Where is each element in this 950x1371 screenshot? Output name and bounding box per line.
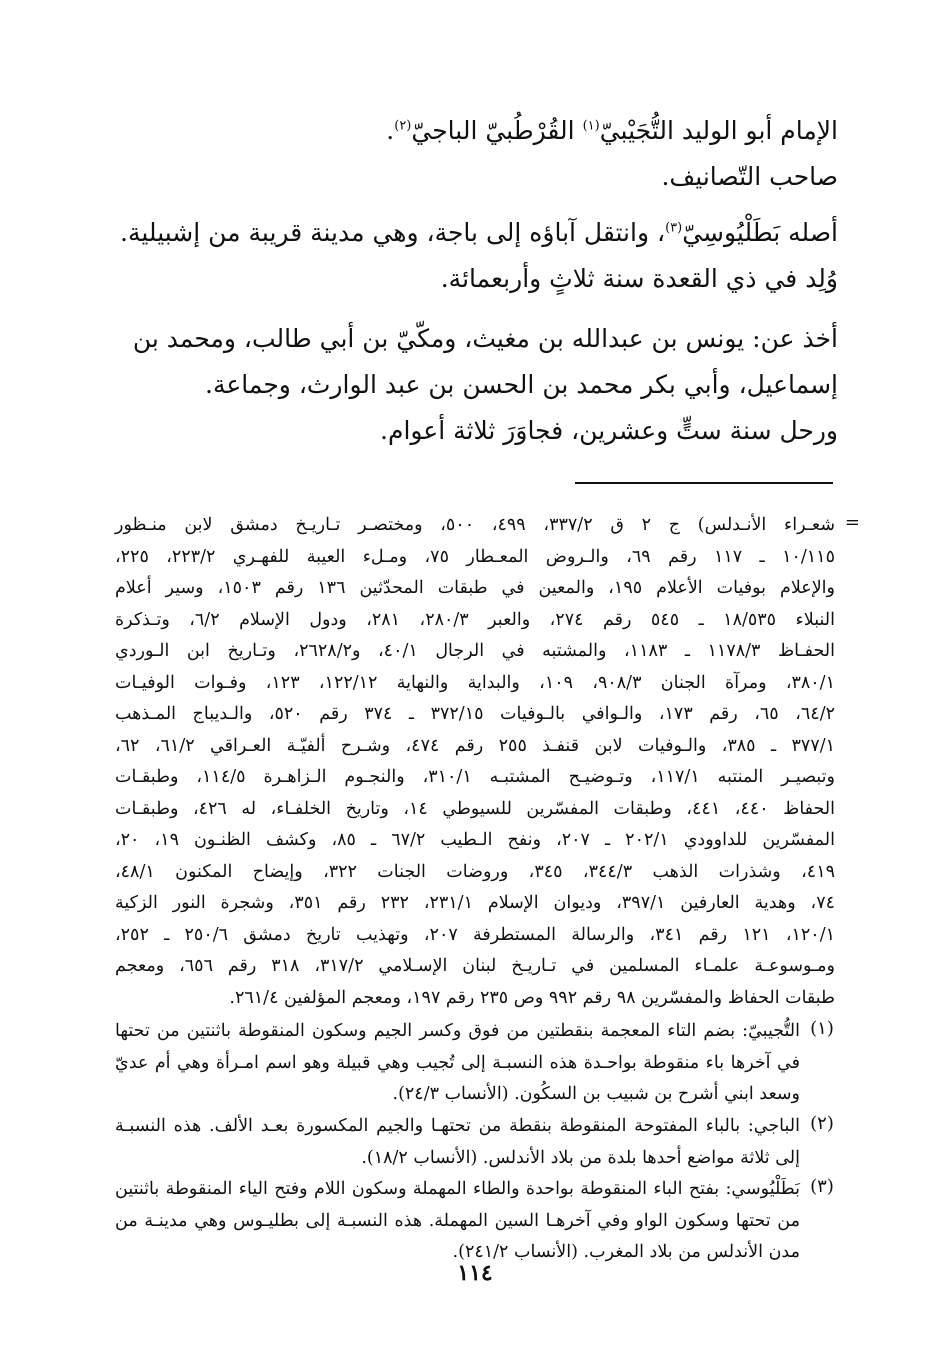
- footnote-line: ٣٧٧/١ ـ ٣٨٥، والـوفيات لابن قنفـذ ٢٥٥ رقم ٤٧٤، وشـرح ألفيّـة العـراقي ٦١/٢، ٦٢،: [115, 735, 836, 756]
- footnote-line: إلى ثلاثة مواضع أحدها بلدة من بلاد الأندلس. (الأنساب ١٨/٢).: [361, 1147, 800, 1168]
- title-text-a: الإمام أبو الوليد التُّجَيْبيّ: [599, 116, 838, 145]
- origin-paragraph: [103, 210, 838, 302]
- origin-line-1: [103, 210, 838, 256]
- footnote-number-1: (١): [810, 1018, 834, 1039]
- footnote-line: ٧٤، وهدية العارفين ٣٩٧/١، وديوان الإسلام ٢٣١/١، ٢٣٢ رقم ٣٥١، وشجرة النور الزكية: [115, 893, 835, 913]
- footnote-line: ١٢٠/١، ١٢١ رقم ٣٤١، والرسالة المستطرفة ٢٠٧، وتهذيب تاريخ دمشق ٢٥٠/٦ ـ ٢٥٢،: [115, 924, 835, 945]
- footnote-line: من تحتها وسكون الواو وفي آخرهـا السين المهملة. هذه النسبـة إلى بطليـوس وهي مدينـة من: [115, 1210, 800, 1231]
- footnote-line: الحفاظ ٤٤٠، ٤٤١، وطبقات المفسّرين للسيوطي ١٤، وتاريخ الخلفـاء، له ٤٢٦، وطبقـات: [115, 798, 835, 819]
- footnote-line: مدن الأندلس من بلاد المغرب. (الأنساب ٢٤١/٢).: [452, 1242, 800, 1262]
- footnote-line: الحفـاظ ١١٧٨/٣ ـ ١١٨٣، والمشتبه في الرجال ٤٠/١، و٢٦٢٨/٢، وتـاريخ ابن الـوردي: [115, 641, 835, 661]
- footnote-line: التُّجيبيّ: بضم التاء المعجمة بنقطتين من فوق وكسر الجيم وسكون المنقوطة باثنتين من تحتها: [115, 1021, 800, 1041]
- footnote-line: المفسّرين للداوودي ٢٠٢/١ ـ ٢٠٧، ونفح الـطيب ٦٧/٢ ـ ٨٥، وكشف الظنـون ١٩، ٢٠،: [115, 830, 835, 850]
- footnote-line: ٤١٩، وشذرات الذهب ٣٤٤/٣، ٣٤٥، وروضات الجنات ٣٢٢، وإيضاح المكنون ٤٨/١،: [115, 861, 835, 882]
- footnote-line: الباجي: بالباء المفتوحة المنقوطة بنقطة من تحتهـا والجيم المكسورة بعـد الألف. هذه النسبـة: [115, 1116, 800, 1136]
- title-text-c: .: [386, 116, 395, 145]
- teachers-line-1: أخذ عن: يونس بن عبدالله بن مغيث، ومكّيّ بن أبي طالب، ومحمد بن: [132, 324, 838, 353]
- main-text: [103, 108, 838, 200]
- footnote-line: وتبصيـر المنتبه ١١٧/١، وتـوضيـح المشتبـه ٣١٠/١، والنجـوم الـزاهـرة ١١٤/٥، وطبقـات: [115, 767, 835, 787]
- footnote-line: ٦٤/٢، ٦٥، رقم ١٧٣، والـوافي بالـوفيات ٣٧٢/١٥ ـ ٣٧٤ رقم ٥٢٠، والـديباج المـذهب: [115, 704, 835, 724]
- footnote-line: بَطَلْيُوسي: بفتح الباء المنقوطة بواحدة والطاء المهملة وسكون اللام وفتح الياء المنقوطة باثنتين: [115, 1179, 800, 1199]
- title-line-1: [103, 108, 838, 154]
- origin-text-a: أصله بَطَلْيُوسِيّ: [682, 218, 838, 247]
- footnote-line: والإعلام بوفيات الأعلام ١٩٥، والمعين في طبقات المحدّثين ١٣٦ رقم ١٥٠٣، وسير أعلام: [115, 578, 835, 598]
- title-text-b: القُرْطُبيّ الباجيّ: [411, 116, 583, 145]
- footnote-line: النبلاء ١٨/٥٣٥ ـ ٥٤٥ رقم ٢٧٤، والعبر ٢٨٠/٣، ٢٨١، ودول الإسلام ٦/٢، وتـذكرة: [115, 609, 835, 630]
- footnote-ref-1[interactable]: (١): [582, 118, 600, 134]
- teachers-paragraph: [103, 316, 838, 454]
- travel-line: ورحل سنة ستٍّ وعشرين، فجاوَرَ ثلاثة أعوام.: [380, 416, 838, 445]
- origin-text-b: ، وانتقل آباؤه إلى باجة، وهي مدينة قريبة من إشبيلية.: [120, 218, 666, 247]
- footnote-3: [115, 1174, 800, 1269]
- continuation-marker: =: [844, 512, 860, 533]
- footnote-number-3: (٣): [810, 1176, 834, 1197]
- title-line-2: صاحب التّصانيف.: [661, 162, 838, 191]
- footnote-line: في آخرها باء منقوطة بواحـدة هذه النسبـة إلى تُجيب وهي قبيلة وهو اسم امـرأة وهي أم عديّ: [115, 1052, 800, 1073]
- footnote-2: [115, 1111, 800, 1174]
- footnote-divider: [575, 482, 833, 484]
- footnote-line: ومـوسوعـة علمـاء المسلمين في تـاريـخ لبنان الإسـلامي ٣١٧/٢، ٣١٨ رقم ٦٥٦، ومعجم: [115, 956, 836, 976]
- footnote-line: طبقات الحفاظ والمفسّرين ٩٨ رقم ٩٩٢ وص ٢٣٥ رقم ١٩٧، ومعجم المؤلفين ٢٦١/٤.: [229, 987, 835, 1008]
- footnote-continuation: [115, 510, 835, 1014]
- footnote-ref-3[interactable]: (٣): [665, 220, 683, 236]
- footnote-line: ٣٨٠/١، ومرآة الجنان ٩٠٨/٣، ١٠٩، والبداية والنهاية ١٢٢/١٢، ١٢٣، وفـوات الوفيـات: [115, 672, 835, 693]
- footnote-1: [115, 1016, 800, 1111]
- footnote-line: ١٠/١١٥ ـ ١١٧ رقم ٦٩، والـروض المعـطار ٧٥، ومـلء العيبة للفهـري ٢٢٣/٢، ٢٢٥،: [115, 546, 835, 567]
- footnote-ref-2[interactable]: (٢): [394, 118, 412, 134]
- footnote-number-2: (٢): [810, 1113, 834, 1134]
- origin-line-2: وُلِد في ذي القعدة سنة ثلاثٍ وأربعمائة.: [440, 264, 838, 293]
- footnote-line: وسعد ابني أشرح بن شبيب بن السكُون. (الأنساب ٢٤/٣).: [392, 1084, 800, 1104]
- page-number: ١١٤: [457, 1260, 493, 1286]
- teachers-line-2: إسماعيل، وأبي بكر محمد بن الحسن بن عبد الوارث، وجماعة.: [205, 370, 838, 399]
- footnote-line: شعـراء الأنـدلس) ج ٢ ق ٣٣٧/٢، ٤٩٩، ٥٠٠، ومختصـر تـاريـخ دمشق لابن منـظور: [115, 515, 836, 535]
